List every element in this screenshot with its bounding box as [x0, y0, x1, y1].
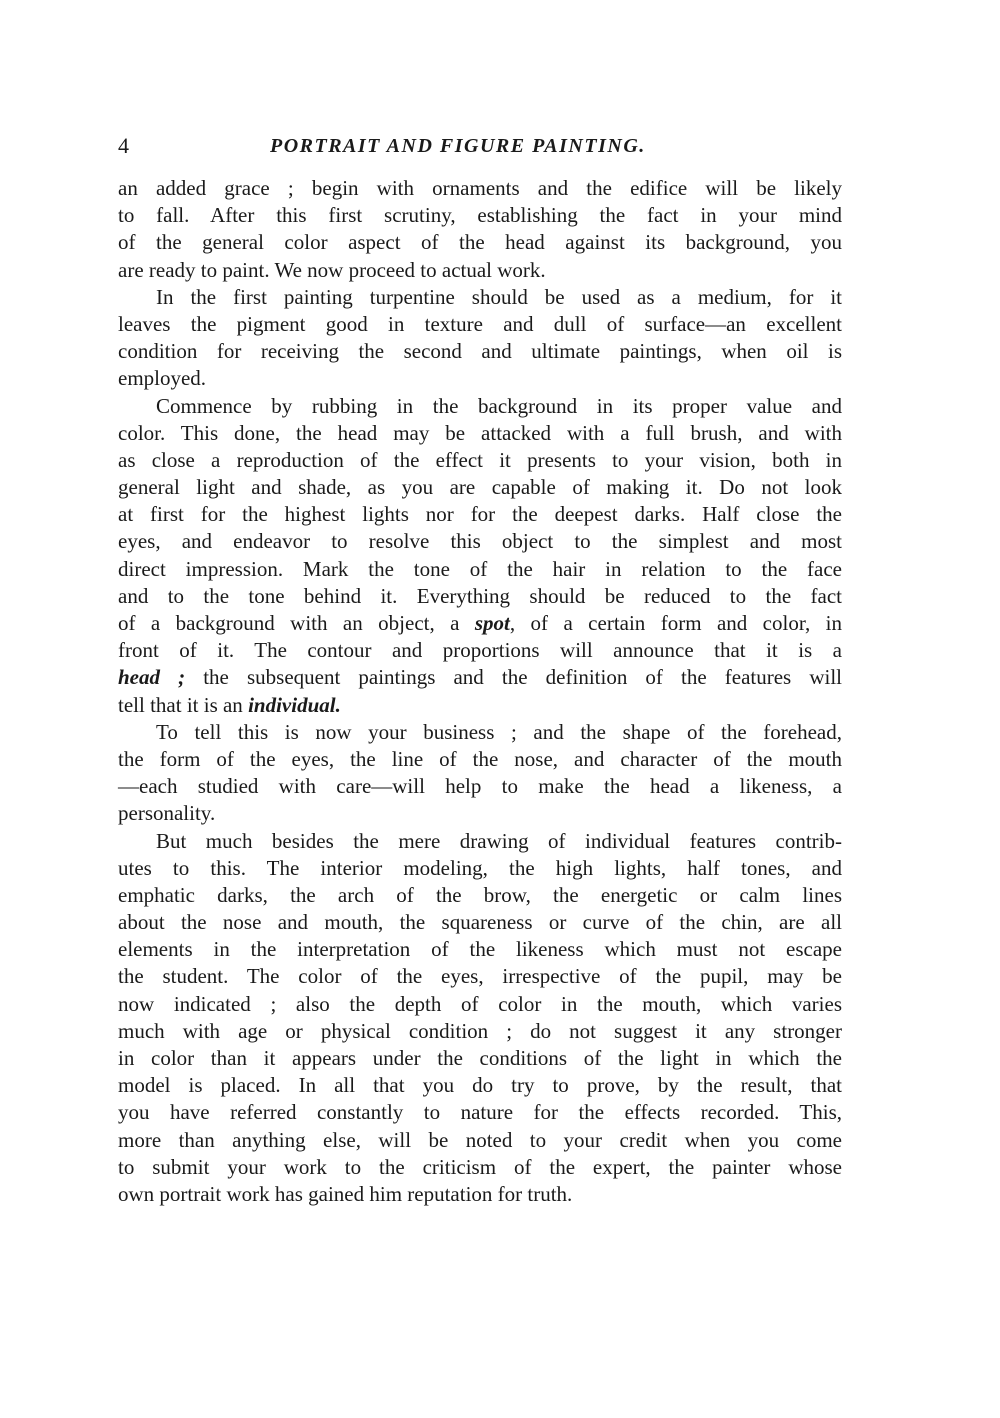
text-line: in color than it appears under the conditions of the light in which the — [118, 1046, 842, 1070]
text-line: about the nose and mouth, the squareness or curve of the chin, are all — [118, 910, 842, 935]
text-segment: the subsequent paintings and the definition of the features will — [185, 665, 843, 690]
text-line: color. This done, the head may be attacked with a full brush, and with — [118, 420, 842, 445]
text-line: the form of the eyes, the line of the nose, and character of the mouth — [118, 746, 842, 771]
text-line: are ready to paint. We now proceed to actual work. — [118, 257, 546, 282]
text-line: front of it. The contour and proportions will announce that it is a — [118, 638, 842, 663]
text-line: condition for receiving the second and ultimate paintings, when oil is — [118, 339, 842, 364]
text-line: To tell this is now your business ; and the shape of the forehead, — [156, 719, 842, 744]
text-segment: , of a certain form and color, in — [509, 611, 842, 635]
text-line: the student. The color of the eyes, irrespective of the pupil, may be — [118, 964, 842, 989]
text-line — [118, 664, 842, 691]
running-head — [118, 132, 842, 162]
text-line: and to the tone behind it. Everything should be reduced to the fact — [118, 583, 842, 608]
paragraph — [118, 393, 842, 719]
text-line: at first for the highest lights nor for the deepest darks. Half close the — [118, 502, 842, 527]
text-line: to submit your work to the criticism of the expert, the painter whose — [118, 1154, 842, 1179]
text-line: But much besides the mere drawing of individual features contrib- — [156, 828, 842, 853]
text-line: to fall. After this first scrutiny, establishing the fact in your mind — [118, 203, 842, 228]
text-line: more than anything else, will be noted to your credit when you come — [118, 1127, 842, 1152]
text-line: personality. — [118, 801, 216, 826]
italic-word-head: head ; — [118, 665, 186, 690]
text-line — [118, 692, 842, 719]
text-line: leaves the pigment good in texture and dull of surface—an excellent — [118, 311, 842, 336]
paragraph — [118, 284, 842, 393]
text-line: utes to this. The interior modeling, the high lights, half tones, and — [118, 855, 842, 880]
text-line: model is placed. In all that you do try to prove, by the result, that — [118, 1073, 842, 1098]
text-line: of the general color aspect of the head against its background, you — [118, 230, 842, 255]
text-line: In the first painting turpentine should be used as a medium, for it — [156, 284, 842, 309]
text-line: elements in the interpretation of the likeness which must not escape — [118, 937, 842, 962]
italic-word-spot: spot — [474, 611, 510, 635]
paragraph — [118, 828, 842, 1209]
text-line — [118, 610, 842, 637]
text-line: general light and shade, as you are capable of making it. Do not look — [118, 475, 842, 500]
text-line: you have referred constantly to nature for the effects recorded. This, — [118, 1100, 842, 1125]
text-line: employed. — [118, 366, 207, 391]
text-line: emphatic darks, the arch of the brow, the energetic or calm lines — [118, 882, 842, 907]
text-line: much with age or physical condition ; do not suggest it any stronger — [118, 1018, 842, 1043]
paragraph — [118, 175, 842, 284]
body-text — [118, 175, 842, 1208]
text-line: Commence by rubbing in the background in its proper value and — [156, 393, 842, 418]
text-line: —each studied with care—will help to make the head a likeness, a — [118, 774, 842, 799]
text-line: own portrait work has gained him reputation for truth. — [118, 1181, 573, 1206]
running-title: PORTRAIT AND FIGURE PAINTING. — [270, 135, 646, 157]
page-number: 4 — [118, 133, 129, 158]
text-line: direct impression. Mark the tone of the hair in relation to the face — [118, 556, 842, 581]
paragraph — [118, 719, 842, 828]
text-line: as close a reproduction of the effect it presents to your vision, both in — [118, 447, 842, 472]
text-segment: of a background with an object, a — [118, 611, 475, 635]
italic-word-individual: individual. — [248, 692, 341, 717]
text-line: eyes, and endeavor to resolve this object to the simplest and most — [118, 529, 842, 554]
text-segment: tell that it is an — [118, 692, 249, 717]
text-line: an added grace ; begin with ornaments and the edifice will be likely — [118, 176, 842, 200]
text-line: now indicated ; also the depth of color in the mouth, which varies — [118, 991, 842, 1016]
